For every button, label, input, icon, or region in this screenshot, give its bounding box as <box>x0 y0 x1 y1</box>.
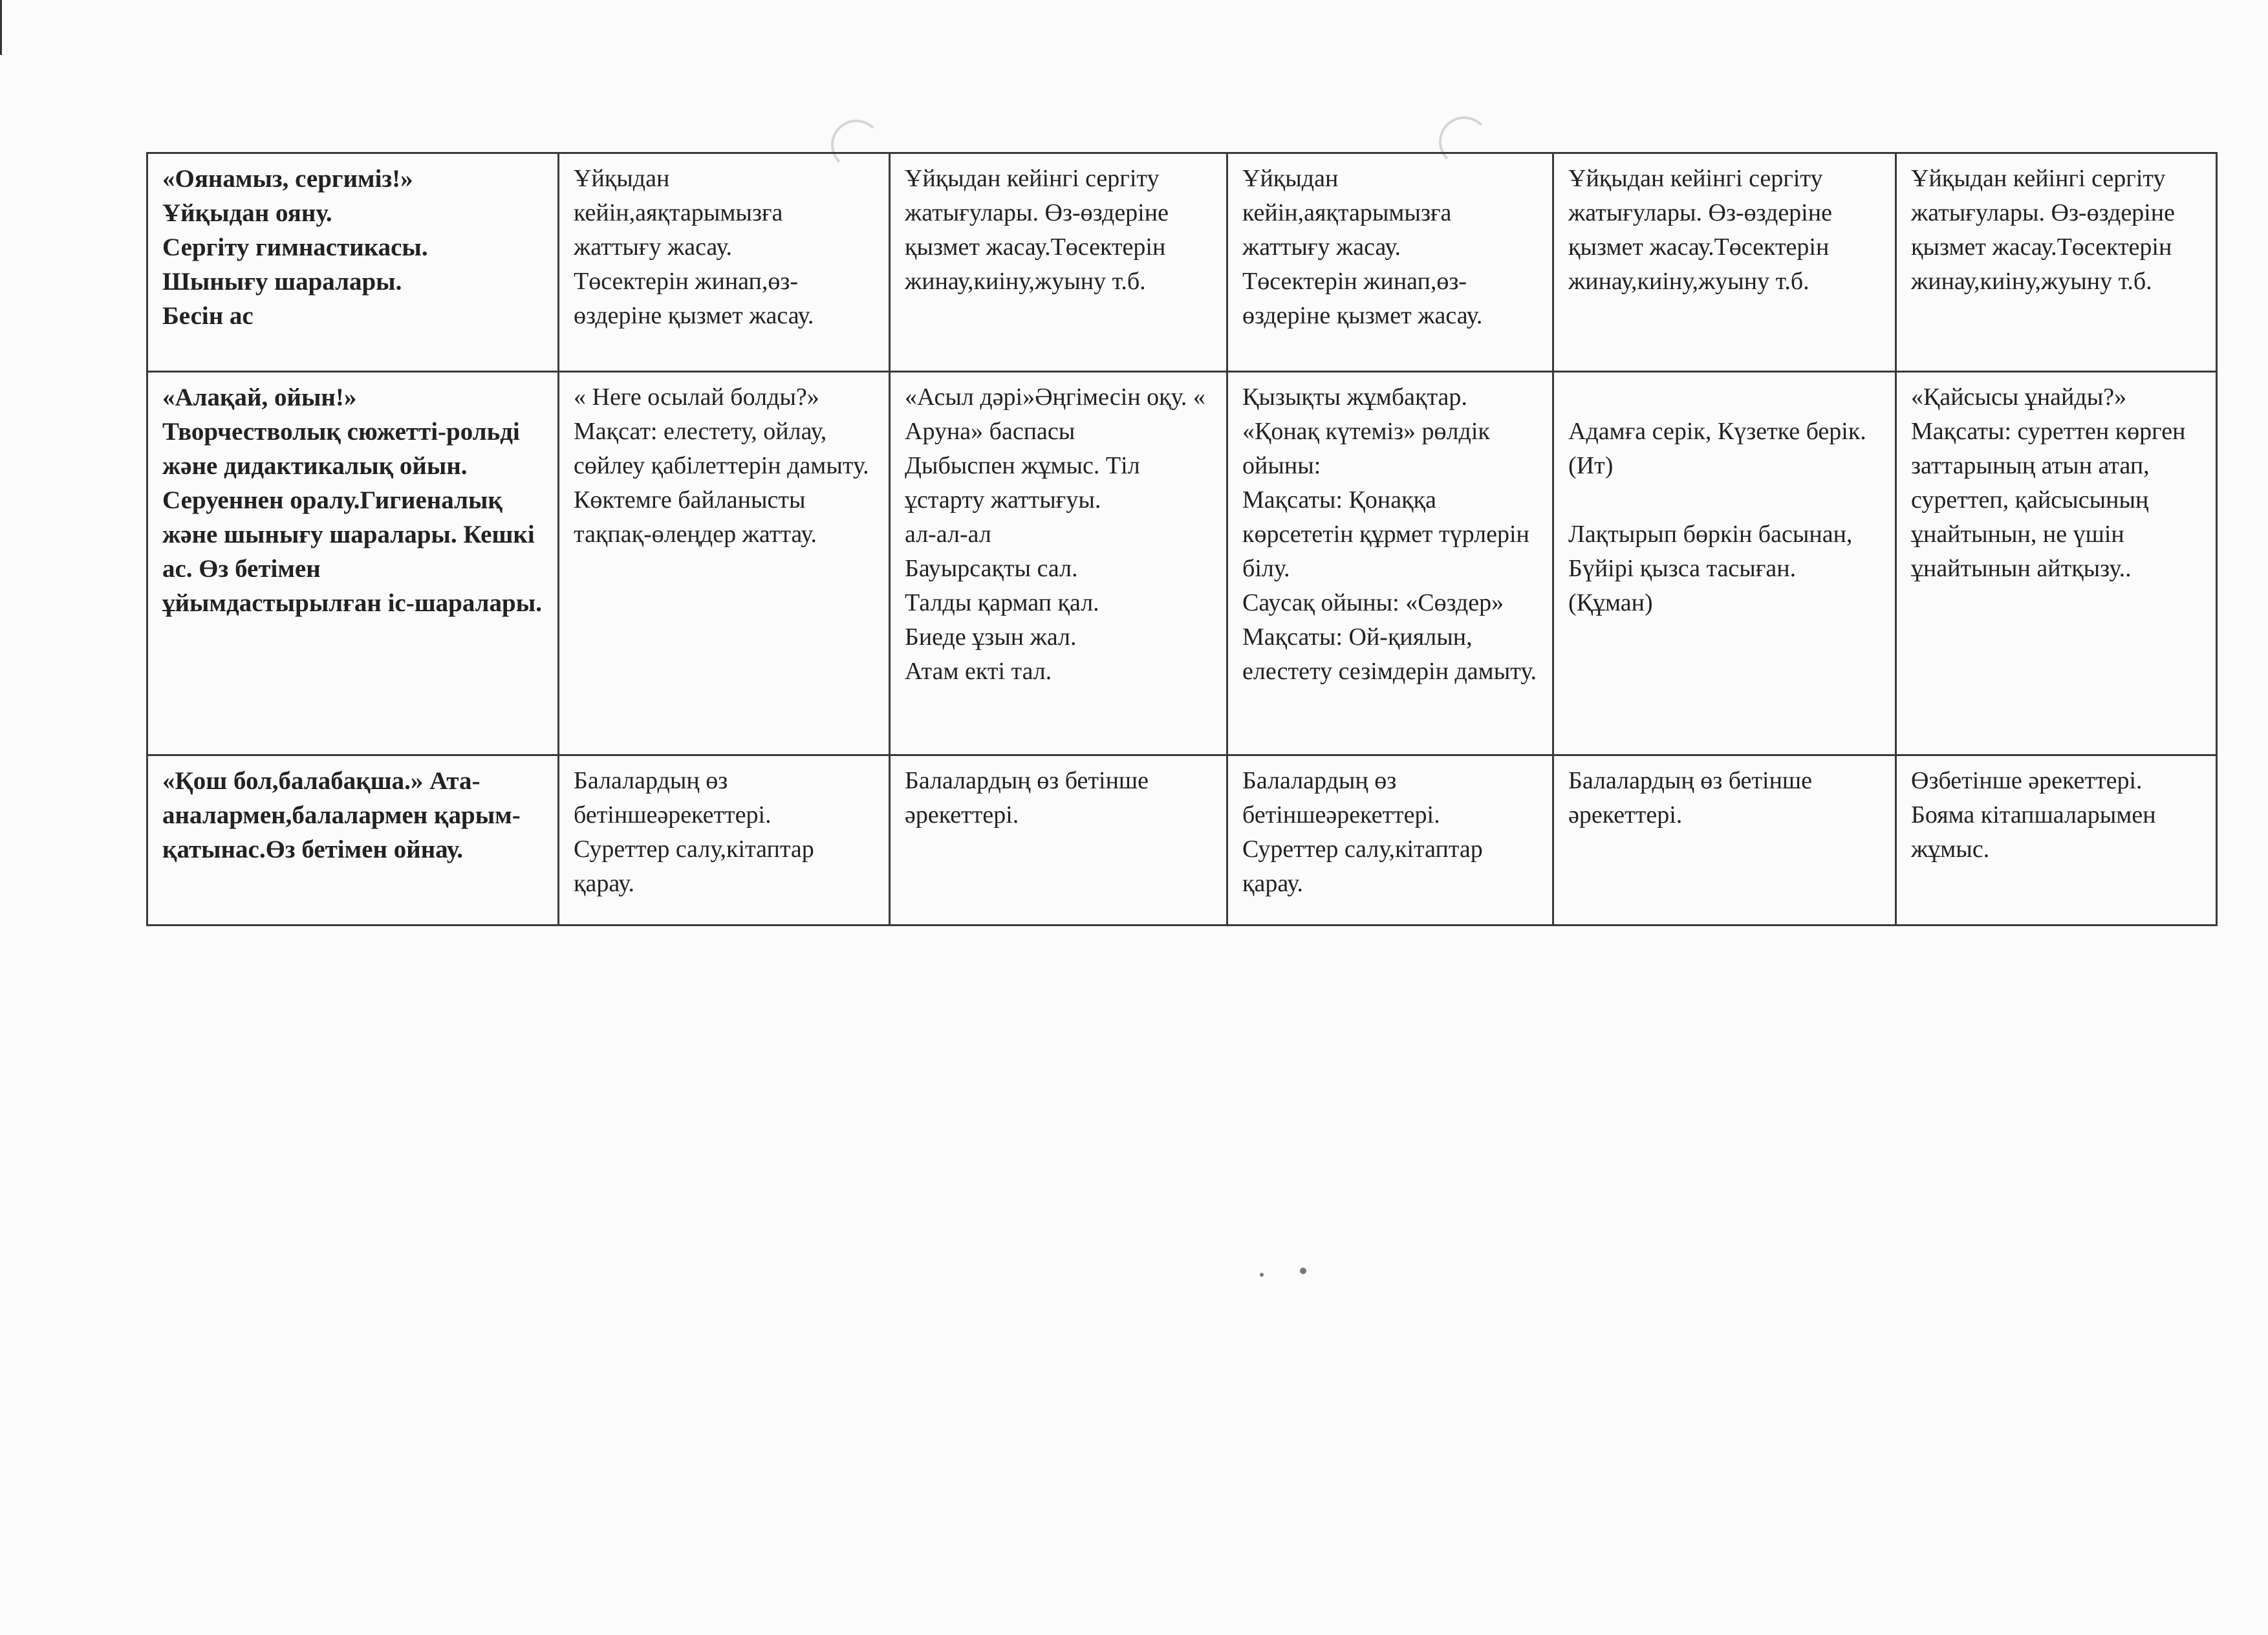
table-cell: Ұйқыдан кейінгі сергіту жатығулары. Өз-өздеріне қызмет жасау.Төсектерін жинау,киіну,жуыну т.б. <box>1553 153 1896 372</box>
table-cell: Ұйқыдан кейін,аяқтарымызға жаттығу жасау. Төсектерін жинап,өз-өздеріне қызмет жасау. <box>1227 153 1553 372</box>
table-cell: Балалардың өз бетінше әрекеттері. <box>1553 755 1896 926</box>
table-cell: « Неге осылай болды?» Мақсат: елестету, ойлау, сөйлеу қабілеттерін дамыту. Көктемге байланысты тақпақ-өлеңдер жаттау. <box>559 372 890 755</box>
row-heading-cell: «Қош бол,балабақша.» Ата-аналармен,балалармен қарым-қатынас.Өз бетімен ойнау. <box>147 755 559 926</box>
scan-edge-line <box>0 0 2 55</box>
row-heading-cell: «Оянамыз, сергиміз!» Ұйқыдан ояну. Сергіту гимнастикасы. Шынығу шаралары. Бесін ас <box>147 153 559 372</box>
table-cell: Ұйқыдан кейін,аяқтарымызға жаттығу жасау. Төсектерін жинап,өз-өздеріне қызмет жасау. <box>559 153 890 372</box>
table-cell: Өзбетінше әрекеттері. Бояма кітапшаларымен жұмыс. <box>1896 755 2217 926</box>
scan-dust-mark <box>1300 1268 1306 1274</box>
table-cell: «Қайсысы ұнайды?» Мақсаты: суреттен көрген заттарының атын атап, суреттеп, қайсысының ұнайтынын, не үшін ұнайтынын айтқызу.. <box>1896 372 2217 755</box>
table-cell: Адамға серік, Күзетке берік. (Ит) Лақтырып бөркін басынан, Бүйірі қызса тасыған. (Құман) <box>1553 372 1896 755</box>
daily-plan-table <box>146 152 2218 926</box>
table-cell: Қызықты жұмбақтар. «Қонақ күтеміз» рөлдік ойыны: Мақсаты: Қонаққа көрсететін құрмет түрлерін білу. Саусақ ойыны: «Сөздер» Мақсаты: Ой-қиялын, елестету сезімдерін дамыту. <box>1227 372 1553 755</box>
table-row <box>147 153 2217 372</box>
table-cell: Ұйқыдан кейінгі сергіту жатығулары. Өз-өздеріне қызмет жасау.Төсектерін жинау,киіну,жуыну т.б. <box>890 153 1227 372</box>
table-cell: Ұйқыдан кейінгі сергіту жатығулары. Өз-өздеріне қызмет жасау.Төсектерін жинау,киіну,жуыну т.б. <box>1896 153 2217 372</box>
table-cell: Балалардың өз бетіншеәрекеттері. Суреттер салу,кітаптар қарау. <box>559 755 890 926</box>
scan-dust-mark <box>1260 1273 1264 1277</box>
table-cell: «Асыл дәрі»Әңгімесін оқу. « Аруна» баспасы Дыбыспен жұмыс. Тіл ұстарту жаттығуы. ал-ал-ал Бауырсақты сал. Талды қармап қал. Биеде ұзын жал. Атам екті тал. <box>890 372 1227 755</box>
row-heading-cell: «Алақай, ойын!» Творчестволық сюжетті-рольді және дидактикалық ойын. Серуеннен оралу.Гигиеналық және шынығу шаралары. Кешкі ас. Өз бетімен ұйымдастырылған іс-шаралары. <box>147 372 559 755</box>
table-cell: Балалардың өз бетіншеәрекеттері. Суреттер салу,кітаптар қарау. <box>1227 755 1553 926</box>
table-cell: Балалардың өз бетінше әрекеттері. <box>890 755 1227 926</box>
table-row <box>147 372 2217 755</box>
table-row <box>147 755 2217 926</box>
